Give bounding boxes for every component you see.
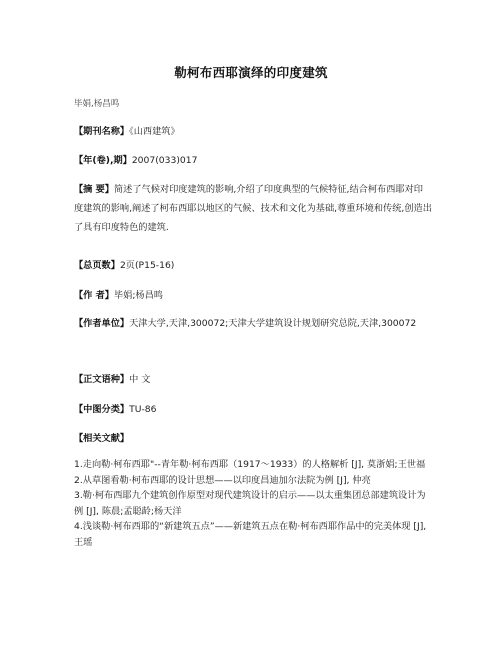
field-label: 【总页数】 [74,260,120,271]
field-value: TU-86 [129,404,157,415]
field-abstract [74,180,432,237]
field-classification [74,400,432,419]
field-journal-name [74,122,432,141]
field-year-volume-issue [74,151,432,170]
article-title: 勒柯布西耶演绎的印度建筑 [174,65,328,80]
field-value: 2页(P15-16) [119,260,175,271]
field-value: 天津大学,天津,300072;天津大学建筑设计规划研究总院,天津,300072 [129,318,417,329]
field-label: 【中图分类】 [74,404,130,415]
reference-item[interactable]: 2.从草图看勒·柯布西耶的设计思想——以印度昌迪加尔法院为例 [J], 仲亮 [74,474,371,486]
field-value: 2007(033)017 [131,155,198,166]
references-heading: 【相关文献】 [74,433,130,444]
field-value: 中 文 [129,374,151,385]
field-value: 毕娟;杨昌鸣 [113,290,163,301]
field-total-pages [74,256,432,275]
field-label: 【作 者】 [74,290,114,301]
field-author-affiliation [74,314,432,333]
reference-item[interactable]: 3.勒·柯布西耶九个建筑创作原型对现代建筑设计的启示——以太重集团总部建筑设计为例 [J], 陈晨;孟聪龄;杨天洋 [74,490,426,517]
field-label: 【期刊名称】 [74,126,130,137]
author-line: 毕娟,杨昌鸣 [74,99,120,109]
field-language [74,370,432,389]
field-authors [74,286,432,305]
reference-item[interactable]: 4.浅谈勒·柯布西耶的“新建筑五点”——新建筑五点在勒·柯布西耶作品中的完美体现 [J], 王瑶 [74,521,427,548]
references-list [74,457,432,551]
field-label: 【正文语种】 [74,374,130,385]
reference-item[interactable]: 1.走向勒·柯布西耶"--青年勒·柯布西耶（1917～1933）的人格解析 [J], 莫浙娟;王世福 [74,459,426,470]
field-value: 简述了气候对印度建筑的影响,介绍了印度典型的气候特征,结合柯布西耶对印度建筑的影响,阐述了柯布西耶以地区的气候、技术和文化为基础,尊重环境和传统,创造出了具有印度特色的建筑. [74,184,432,233]
field-value: 《山西建筑》 [129,126,180,137]
field-label: 【年(卷),期】 [74,155,132,166]
field-label: 【摘 要】 [74,184,114,195]
field-label: 【作者单位】 [74,318,130,329]
